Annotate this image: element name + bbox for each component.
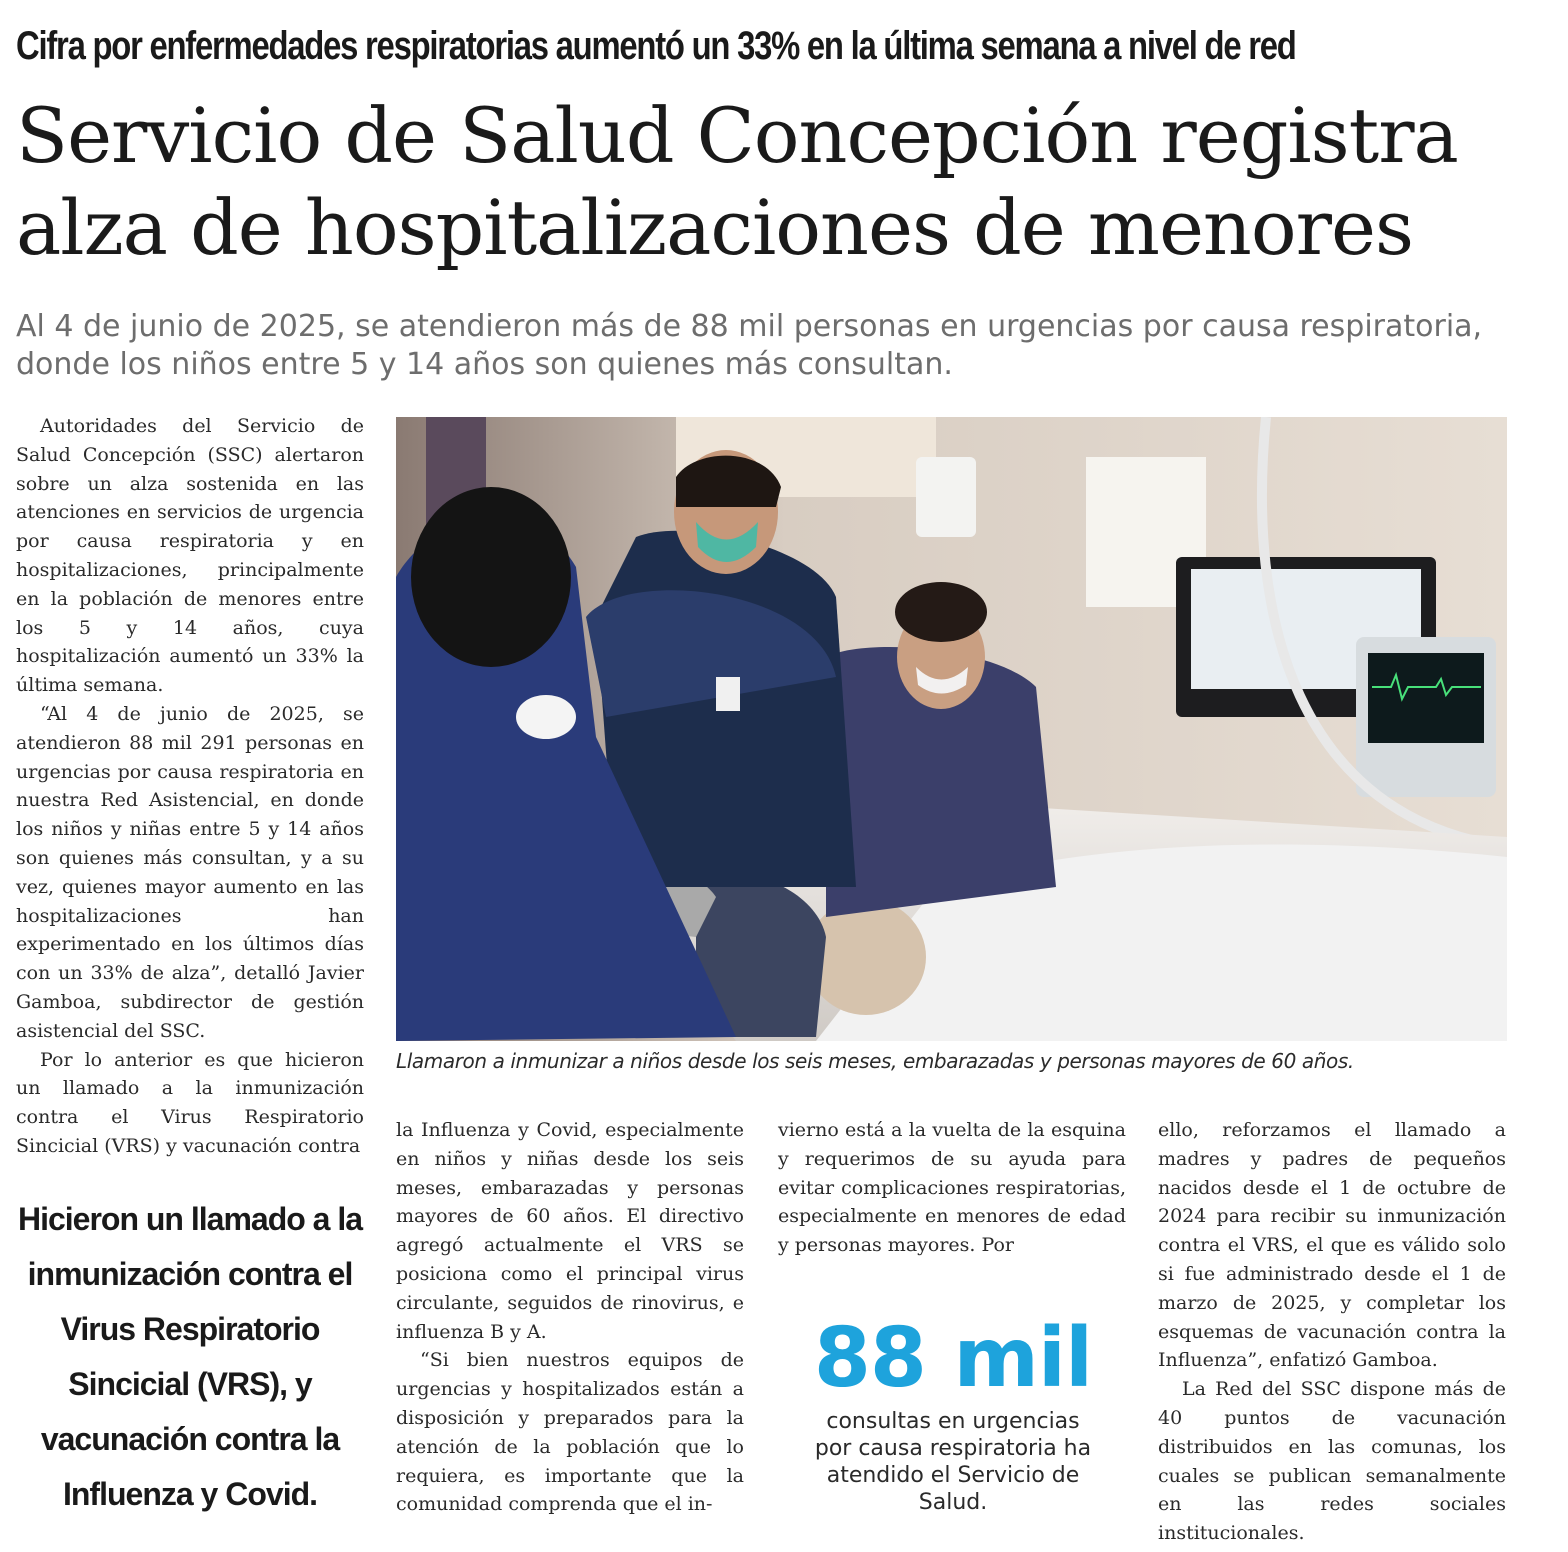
photo-caption: Llamaron a inmunizar a niños desde los seis meses, embarazadas y personas mayores de 60 años. — [396, 1049, 1354, 1073]
body-paragraph: vierno está a la vuelta de la esquina y requerimos de su ayuda para evitar complicaciones respiratorias, especialmente en menores de edad y personas mayores. Por — [778, 1119, 1126, 1257]
stat-label: consultas en urgencias por causa respiratoria ha atendido el Servicio de Salud. — [814, 1409, 1092, 1515]
pull-quote: Hicieron un llamado a la inmunización contra el Virus Respiratorio Sincicial (VRS), y vacunación contra la Influenza y Covid. — [17, 1201, 363, 1512]
body-paragraph: ello, reforzamos el llamado a madres y padres de pequeños nacidos desde el 1 de octubre de 2024 para recibir su inmunización contra el VRS, el que es válido solo si fue administrado desde el 1 de marzo de 2025, y completar los esquemas de vacunación contra la Influenza”, enfatizó Gamboa. — [1158, 1119, 1506, 1372]
article-photo — [396, 417, 1507, 1041]
body-column-1 — [16, 412, 364, 1161]
article-headline: Servicio de Salud Concepción registra alza de hospitalizaciones de menores — [16, 91, 1458, 272]
stat-box — [790, 1311, 1116, 1516]
body-paragraph: “Si bien nuestros equipos de urgencias y hospitalizados están a disposición y preparados para la atención de la población que lo requiera, es importante que la comunidad comprenda que el in- — [396, 1349, 744, 1516]
body-paragraph: la Influenza y Covid, especialmente en niños y niñas desde los seis meses, embarazadas y personas mayores de 60 años. El directivo agregó actualmente el VRS se posiciona como el principal virus circulante, seguidos de rinovirus, e influenza B y A. — [396, 1119, 744, 1343]
body-paragraph: “Al 4 de junio de 2025, se atendieron 88 mil 291 personas en urgencias por causa respiratoria en nuestra Red Asistencial, en donde los niños y niñas entre 5 y 14 años son quienes más consultan, y a su vez, quienes mayor aumento en las hospitalizaciones han experimentado en los últimos días con un 33% de alza”, detalló Javier Gamboa, subdirector de gestión asistencial del SSC. — [16, 702, 364, 1042]
body-paragraph: Autoridades del Servicio de Salud Concepción (SSC) alertaron sobre un alza sostenida en las atenciones en servicios de urgencia por causa respiratoria y en hospitalizaciones, principalmente en la población de menores entre los 5 y 14 años, cuya hospitalización aumentó un 33% la última semana. — [16, 415, 364, 697]
hospital-scene-illustration — [396, 417, 1507, 1041]
body-paragraph: La Red del SSC dispone más de 40 puntos de vacunación distribuidos en las comunas, los cuales se publican semanalmente en las redes sociales institucionales. — [1158, 1378, 1506, 1545]
body-column-4 — [1158, 1116, 1506, 1548]
article-kicker: Cifra por enfermedades respiratorias aumentó un 33% en la última semana a nivel de red — [16, 24, 1296, 68]
body-column-2 — [396, 1116, 744, 1519]
article-deck: Al 4 de junio de 2025, se atendieron más de 88 mil personas en urgencias por causa respiratoria, donde los niños entre 5 y 14 años son quienes más consultan. — [16, 309, 1483, 382]
body-paragraph: Por lo anterior es que hicieron un llamado a la inmunización contra el Virus Respiratorio Sincicial (VRS) y vacunación contra — [16, 1048, 364, 1157]
body-column-3 — [778, 1116, 1126, 1260]
stat-value: 88 mil — [813, 1311, 1093, 1406]
